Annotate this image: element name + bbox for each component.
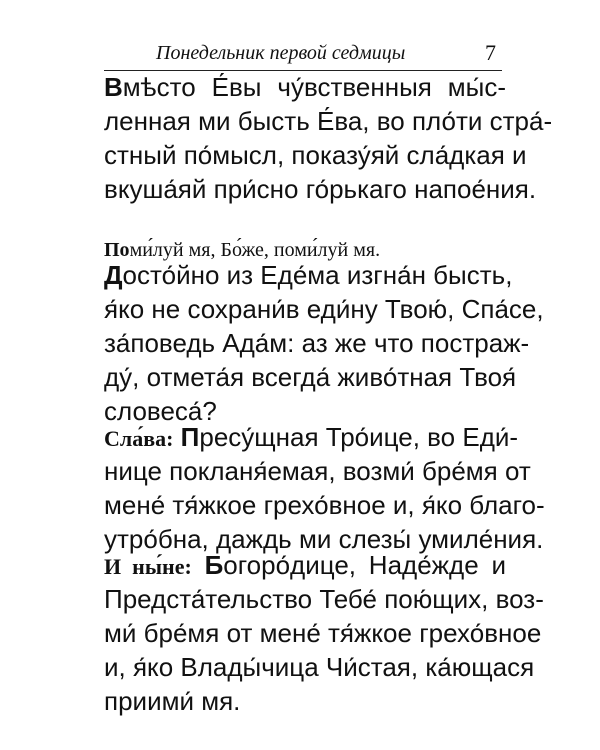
troparion-1-line: вкуша́яй при́сно го́рькаго напое́ния. <box>104 174 537 204</box>
refrain-initial: По <box>104 239 130 261</box>
glory-line: мене́ тя́жкое грехо́вное и, я́ко благо- <box>104 490 545 520</box>
glory-line: нице покланя́емая, возми́ бре́мя от <box>104 456 531 486</box>
refrain-text: ми́луй мя, Бо́же, поми́луй мя. <box>129 239 381 261</box>
glory-label: Сла́ва: <box>104 426 174 451</box>
troparion-1-line: Вмѣсто Е́вы чу́вственныя мы́с- <box>104 72 506 102</box>
now-line: приими́ мя. <box>104 686 241 716</box>
page-number: 7 <box>485 40 496 65</box>
header-title: Понедельник первой седмицы <box>156 42 406 64</box>
glory-line: Сла́ва: Пресу́щная Тро́ице, во Еди́- <box>104 422 519 452</box>
now-line: ми́ бре́мя от мене́ тя́жкое грехо́вное <box>104 618 542 648</box>
glory-line: утро́бна, даждь ми слезы́ умиле́ния. <box>104 524 544 554</box>
now-label: И ны́не: <box>104 554 192 579</box>
now-line: И ны́не: Богоро́дице, Наде́жде и <box>104 550 506 580</box>
drop-initial: Д <box>104 260 123 290</box>
drop-initial: В <box>104 72 123 102</box>
drop-initial: П <box>180 422 200 452</box>
now-line: и, я́ко Влады́чица Чи́стая, ка́ющася <box>104 652 535 682</box>
troparion-1-line: ленная ми бысть Е́ва, во пло́ти стра́- <box>104 106 553 136</box>
troparion-2-line: Досто́йно из Еде́ма изгна́н бысть, <box>104 260 513 290</box>
troparion-1-line: стный по́мысл, показу́яй сла́дкая и <box>104 140 527 170</box>
troparion-2-line: я́ко не сохрани́в еди́ну Твою́, Спа́се, <box>104 294 544 324</box>
drop-initial: Б <box>204 550 224 580</box>
troparion-2-line: ду́, отмета́я всегда́ живо́тная Твоя́ <box>104 362 517 392</box>
now-line: Предста́тельство Тебе́ пою́щих, воз- <box>104 584 544 614</box>
running-header <box>104 42 502 72</box>
troparion-2-line: за́поведь Ада́м: аз же что постраж- <box>104 328 530 358</box>
troparion-2-line: словеса́? <box>104 396 217 426</box>
